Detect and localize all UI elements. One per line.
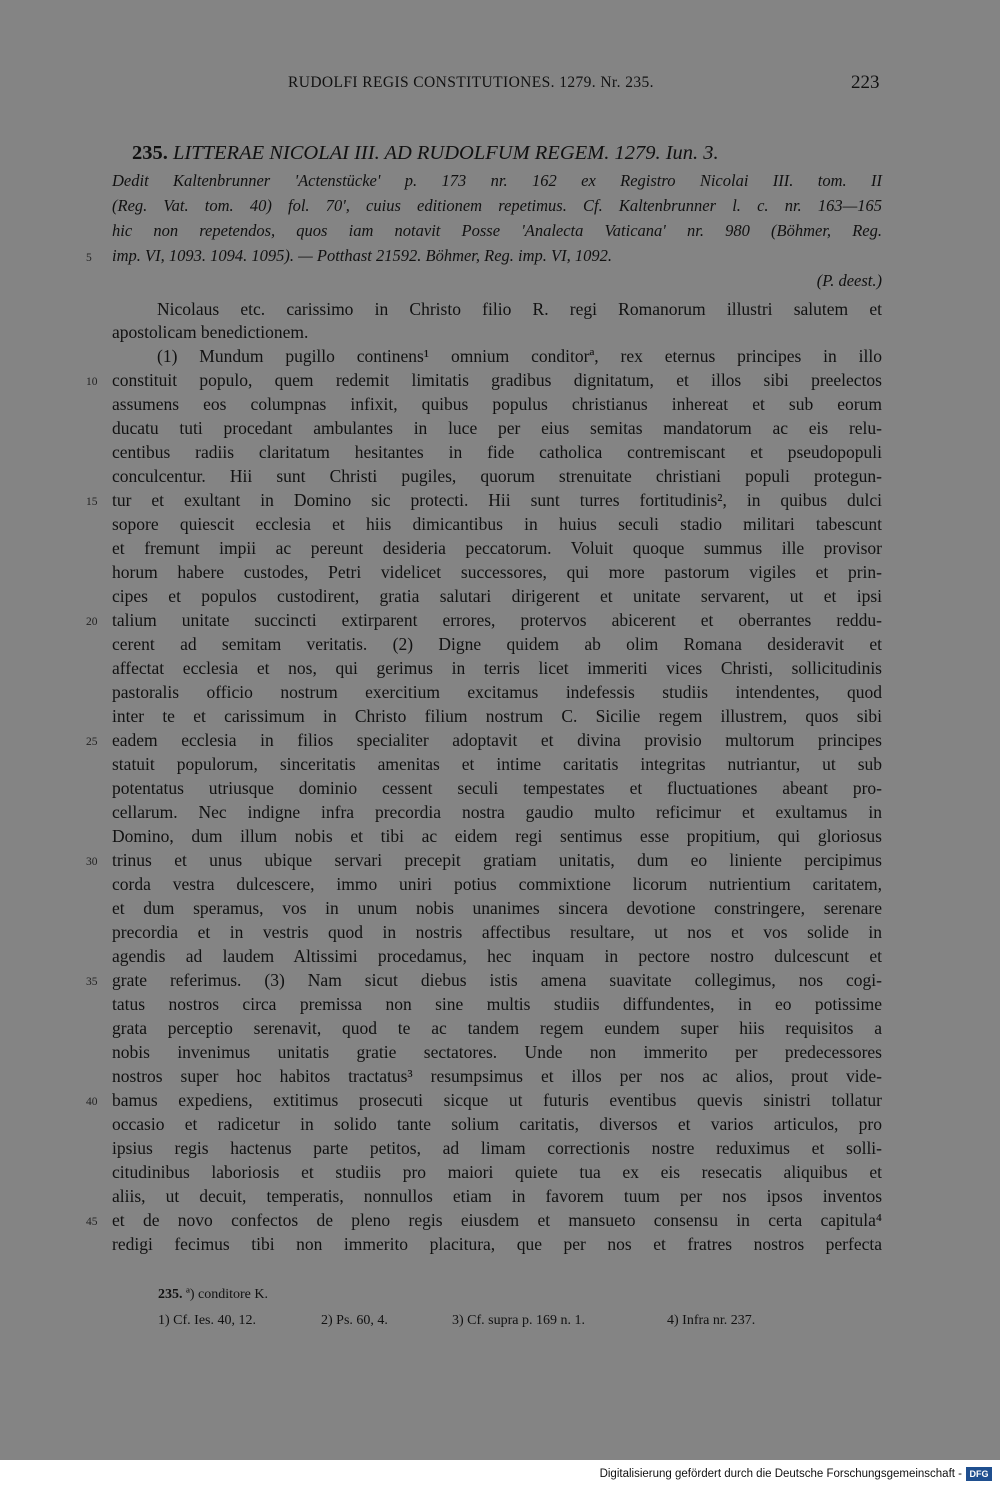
intro-line: (Reg. Vat. tom. 40) fol. 70', cuius editionem repetimus. Cf. Kaltenbrunner l. c. nr. 163—165 xyxy=(112,196,882,215)
body-line: pastoralis officio nostrum exercitium excitamus indefessis studiis intendentes, quod xyxy=(112,682,882,702)
body-line: grata perceptio serenavit, quod te ac tandem regem eundem super hiis requisitos a xyxy=(112,1018,882,1038)
body-line: trinus et unus ubique servari precepit gratiam unitatis, dum eo liniente percipimus xyxy=(112,850,882,870)
margin-line-number: 30 xyxy=(86,856,98,868)
body-line: grate referimus. (3) Nam sicut diebus istis amena suavitate collegimus, nos cogi- xyxy=(112,970,882,990)
footnote-ref: 1) Cf. Ies. 40, 12. xyxy=(158,1313,256,1328)
body-line: nobis invenimus unitatis gratie sectatores. Unde non immerito per predecessores xyxy=(112,1042,882,1062)
document-number: 235. xyxy=(132,142,168,164)
margin-line-number: 15 xyxy=(86,496,98,508)
body-line: citudinibus laboriosis et studiis pro maiori quiete tua ex eis resecatis aliquibus et xyxy=(112,1162,882,1182)
running-head-title: RUDOLFI REGIS CONSTITUTIONES. 1279. Nr. 235. xyxy=(288,74,654,91)
body-line: ipsius regis hactenus parte petitos, ad limam correctionis nostre reduximus et solli- xyxy=(112,1138,882,1158)
body-line: cipes et populos custodirent, gratia salutari dirigerent et unitate servarent, ut et ipsi xyxy=(112,586,882,606)
body-line: nostros super hoc habitos tractatus³ resumpsimus et illos per nos ac alios, prout vide- xyxy=(112,1066,882,1086)
footnote-ref: 4) Infra nr. 237. xyxy=(667,1313,756,1328)
body-line: affectat ecclesia et nos, qui gerimus in terris licet immeriti vices Christi, sollicitudinis xyxy=(112,658,882,678)
running-head xyxy=(0,74,1000,98)
body-line: agendis ad laudem Altissimi procedamus, hec inquam in pectore nostro dulcescunt et xyxy=(112,946,882,966)
body-line: talium unitate succincti extirparent errores, protervos abicerent et oberrantes reddu- xyxy=(112,610,882,630)
body-line: inter te et carissimum in Christo filium nostrum C. Sicilie regem illustrem, quos sibi xyxy=(112,706,882,726)
body-line: bamus expediens, extitimus prosecuti sicque ut futuris eventibus quevis sinistri tollatur xyxy=(112,1090,882,1110)
body-line: aliis, ut decuit, temperatis, nonnullos etiam in favorem tuum per nos ipsos inventos xyxy=(112,1186,882,1206)
footer-credit: Digitalisierung gefördert durch die Deutsche Forschungsgemeinschaft - xyxy=(599,1468,962,1480)
document-heading xyxy=(132,142,719,165)
footnote-variant-number: 235. xyxy=(158,1287,183,1302)
body-line: occasio et radicetur in solido tante solium caritatis, diversos et varios articulos, pro xyxy=(112,1114,882,1134)
margin-line-number: 45 xyxy=(86,1216,98,1228)
intro-line: imp. VI, 1093. 1094. 1095). — Potthast 21592. Böhmer, Reg. imp. VI, 1092. xyxy=(112,246,613,265)
intro-note: (P. deest.) xyxy=(816,271,882,290)
intro-line: Dedit Kaltenbrunner 'Actenstücke' p. 173 nr. 162 ex Registro Nicolai III. tom. II xyxy=(112,171,882,190)
body-line: tatus nostros circa premissa non sine multis studiis diffundentes, in eo potissime xyxy=(112,994,882,1014)
body-line: Nicolaus etc. carissimo in Christo filio R. regi Romanorum illustri salutem et xyxy=(157,299,882,319)
footnote-variant-text: ª) conditore K. xyxy=(186,1287,269,1302)
margin-line-number: 35 xyxy=(86,976,98,988)
intro-line: hic non repetendos, quos iam notavit Posse 'Analecta Vaticana' nr. 980 (Böhmer, Reg. xyxy=(112,221,882,240)
body-line: redigi fecimus tibi non immerito placitura, que per nos et fratres nostros perfecta xyxy=(112,1234,882,1254)
body-line: et de novo confectos de pleno regis eiusdem et mansueto consensu in certa capitula⁴ xyxy=(112,1210,882,1230)
body-line: et fremunt impii ac pereunt desideria peccatorum. Voluit quoque summus ille provisor xyxy=(112,538,882,558)
body-line: horum habere custodes, Petri videlicet successores, qui more pastorum vigiles et prin- xyxy=(112,562,882,582)
body-line: corda vestra dulcescere, immo uniri potius commixtione licorum nutrientium caritatem, xyxy=(112,874,882,894)
body-line: apostolicam benedictionem. xyxy=(112,322,309,342)
body-line: sopore quiescit ecclesia et hiis dimicantibus in huius seculi stadio militari tabescunt xyxy=(112,514,882,534)
margin-line-number: 40 xyxy=(86,1096,98,1108)
digitization-footer xyxy=(0,1460,1000,1488)
body-line: conculcentur. Hii sunt Christi pugiles, quorum strenuitate christiani populi protegun- xyxy=(112,466,882,486)
footnote-ref: 2) Ps. 60, 4. xyxy=(321,1313,388,1328)
body-line: constituit populo, quem redemit limitatis gradibus dignitatum, et illos sibi preelectos xyxy=(112,370,882,390)
body-line: cerent ad semitam veritatis. (2) Digne quidem ab olim Romana desideravit et xyxy=(112,634,882,654)
margin-line-number: 5 xyxy=(86,252,92,264)
body-line: eadem ecclesia in filios specialiter adoptavit et divina provisio multorum principes xyxy=(112,730,882,750)
document-title: LITTERAE NICOLAI III. AD RUDOLFUM REGEM. 1279. Iun. 3. xyxy=(173,142,719,164)
margin-line-number: 10 xyxy=(86,376,98,388)
body-line: Domino, dum illum nobis et tibi ac eidem regi sentimus esse propitium, qui gloriosus xyxy=(112,826,882,846)
body-line: statuit populorum, sinceritatis amenitas et intime caritatis integritas nutriantur, ut sub xyxy=(112,754,882,774)
margin-line-number: 20 xyxy=(86,616,98,628)
dfg-logo: DFG xyxy=(966,1467,992,1481)
body-line: et dum speramus, vos in unum nobis unanimes sincera devotione constringere, serenare xyxy=(112,898,882,918)
body-line: tur et exultant in Domino sic protecti. Hii sunt turres fortitudinis², in quibus dulci xyxy=(112,490,882,510)
body-line: cellarum. Nec indigne infra precordia nostra gaudio multo reficimur et exultamus in xyxy=(112,802,882,822)
body-line: potentatus utriusque dominio cessent seculi tempestates et fluctuationes abeant pro- xyxy=(112,778,882,798)
body-line: ducatu tuti procedant ambulantes in luce per eius semitas mandatorum ac eis relu- xyxy=(112,418,882,438)
body-line: assumens eos columpnas infixit, quibus populus christianus inhereat et sub eorum xyxy=(112,394,882,414)
footnote-ref: 3) Cf. supra p. 169 n. 1. xyxy=(452,1313,585,1328)
footnote-refs xyxy=(158,1313,858,1335)
body-line: precordia et in vestris quod in nostris affectibus resultare, ut nos et vos solide in xyxy=(112,922,882,942)
body-line: (1) Mundum pugillo continens¹ omnium conditorª, rex eternus principes in illo xyxy=(157,346,882,366)
page-number: 223 xyxy=(851,72,880,93)
margin-line-number: 25 xyxy=(86,736,98,748)
footnote-variant xyxy=(158,1287,268,1303)
body-line: centibus radiis claritatum hesitantes in fide catholica contremiscant et pseudopopuli xyxy=(112,442,882,462)
